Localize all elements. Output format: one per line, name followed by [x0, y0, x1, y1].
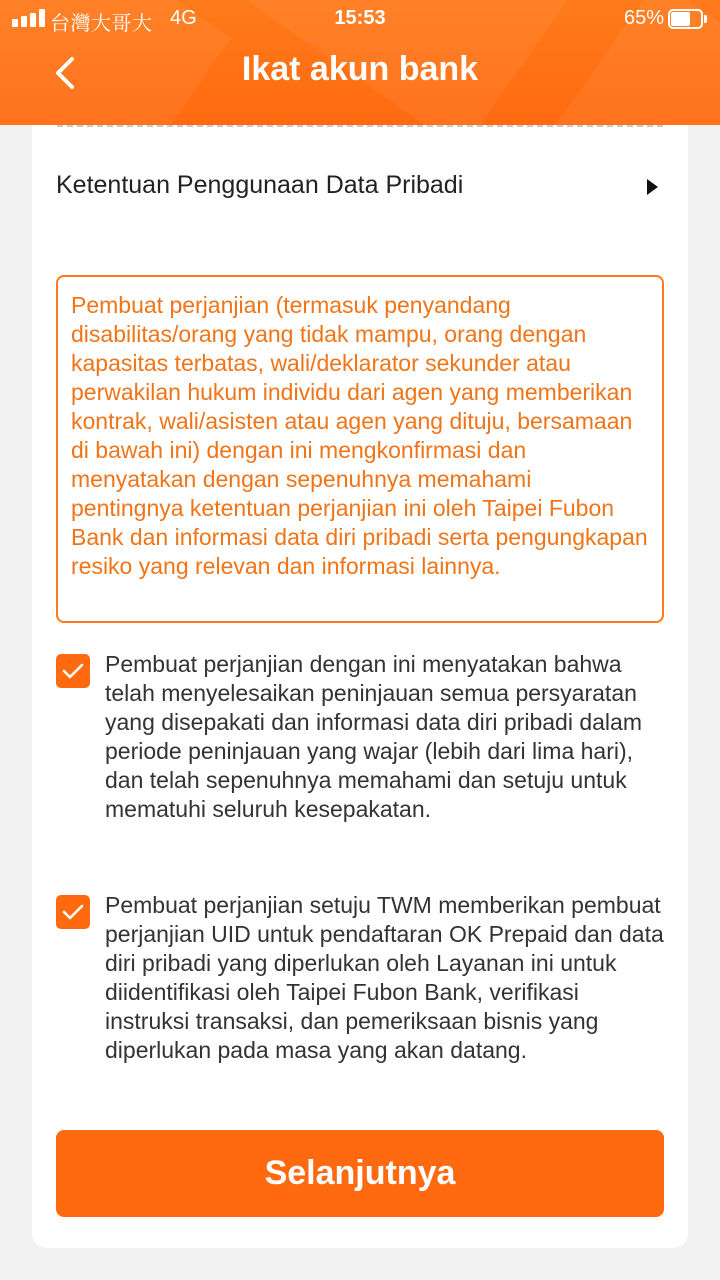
triangle-right-icon — [647, 179, 658, 195]
notice-text: Pembuat perjanjian (termasuk penyandang disabilitas/orang yang tidak mampu, orang dengan kapasitas terbatas, wali/deklarator sekunder atau perwakilan hukum individu dari agen yang memberikan kontrak, wali/asisten atau agen yang dituju, bersamaan di bawah ini) dengan ini mengkonfirmasi dan menyatakan dengan sepenuhnya memahami pentingnya ketentuan perjanjian ini oleh Taipei Fubon Bank dan informasi data diri pribadi serta pengungkapan resiko yang relevan dan informasi lainnya. — [71, 292, 648, 579]
checkmark-icon — [62, 662, 84, 680]
status-bar — [0, 0, 720, 38]
agreement-item-uid — [56, 891, 664, 1065]
divider — [57, 125, 663, 127]
agreement-checkbox-uid[interactable] — [56, 895, 90, 929]
personal-data-terms-link[interactable] — [56, 165, 664, 211]
checkmark-icon — [62, 903, 84, 921]
agreement-card — [32, 125, 688, 1248]
battery-icon — [668, 9, 708, 29]
status-time: 15:53 — [334, 7, 386, 29]
notice-box — [56, 275, 664, 623]
agreement-item-review — [56, 650, 664, 824]
battery-percent: 65% — [623, 7, 664, 29]
carrier-name: 台灣大哥大 — [50, 13, 153, 35]
agreement-text-review: Pembuat perjanjian dengan ini menyatakan bahwa telah menyelesaikan peninjauan semua persyaratan yang disepakati dan informasi data diri pribadi dalam periode peninjauan yang wajar (lebih dari lima hari), dan telah sepenuhnya memahami dan setuju untuk mematuhi seluruh kesepakatan. — [105, 651, 642, 822]
terms-link-label: Ketentuan Penggunaan Data Pribadi — [56, 171, 464, 199]
app-header — [0, 0, 720, 125]
agreement-checkbox-review[interactable] — [56, 654, 90, 688]
page-title: Ikat akun bank — [241, 50, 479, 88]
network-type: 4G — [170, 7, 197, 29]
next-button[interactable]: Selanjutnya — [56, 1130, 664, 1217]
agreement-text-uid: Pembuat perjanjian setuju TWM memberikan pembuat perjanjian UID untuk pendaftaran OK Prepaid dan data diri pribadi yang diperlukan oleh Layanan ini untuk diidentifikasi oleh Taipei Fubon Bank, verifikasi instruksi transaksi, dan pemeriksaan bisnis yang diperlukan pada masa yang akan datang. — [105, 892, 664, 1063]
